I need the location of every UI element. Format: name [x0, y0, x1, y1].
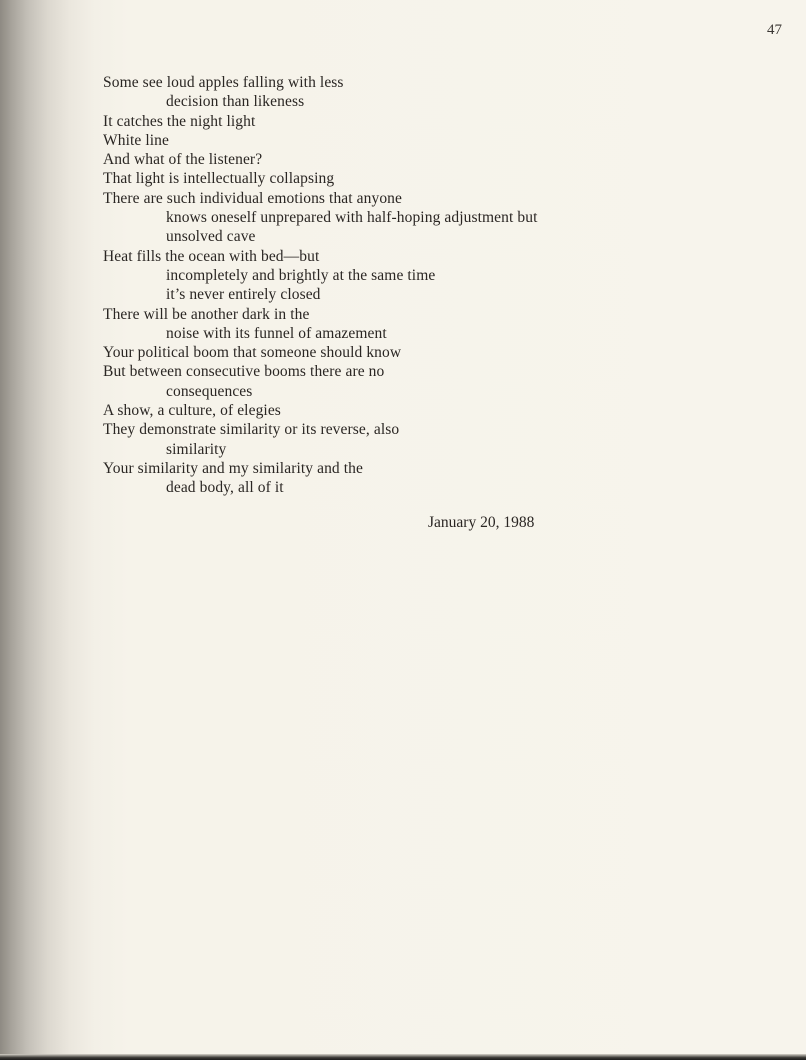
poem-line: And what of the listener? [103, 151, 263, 169]
poem-line: unsolved cave [166, 228, 256, 246]
poem-line: It catches the night light [103, 112, 256, 130]
poem-line: White line [103, 131, 169, 149]
poem-line: But between consecutive booms there are no [103, 363, 385, 381]
page-bottom-edge [0, 1054, 806, 1060]
poem-line: They demonstrate similarity or its reverse, also [103, 421, 400, 439]
poem-date: January 20, 1988 [428, 514, 535, 531]
poem-line: noise with its funnel of amazement [166, 324, 387, 342]
poem-line: Heat fills the ocean with bed—but [103, 247, 320, 265]
poem-line: There are such individual emotions that anyone [103, 189, 403, 207]
poem-line: That light is intellectually collapsing [103, 170, 335, 188]
poem-line: incompletely and brightly at the same time [166, 266, 436, 284]
poem-line: consequences [166, 382, 253, 400]
poem-line: Some see loud apples falling with less [103, 74, 344, 91]
poem-line: dead body, all of it [166, 479, 284, 497]
poem-line: Your political boom that someone should know [103, 344, 402, 362]
poem-line: decision than likeness [166, 93, 305, 111]
poem-line: similarity [166, 440, 227, 458]
poem-line: A show, a culture, of elegies [103, 402, 281, 420]
poem-line: knows oneself unprepared with half-hoping adjustment but [166, 209, 538, 227]
poem-line: it’s never entirely closed [166, 286, 321, 304]
poem-line: Your similarity and my similarity and the [103, 459, 363, 477]
poem-line: There will be another dark in the [103, 305, 310, 323]
page-number: 47 [767, 22, 782, 38]
poem-body [103, 73, 783, 498]
